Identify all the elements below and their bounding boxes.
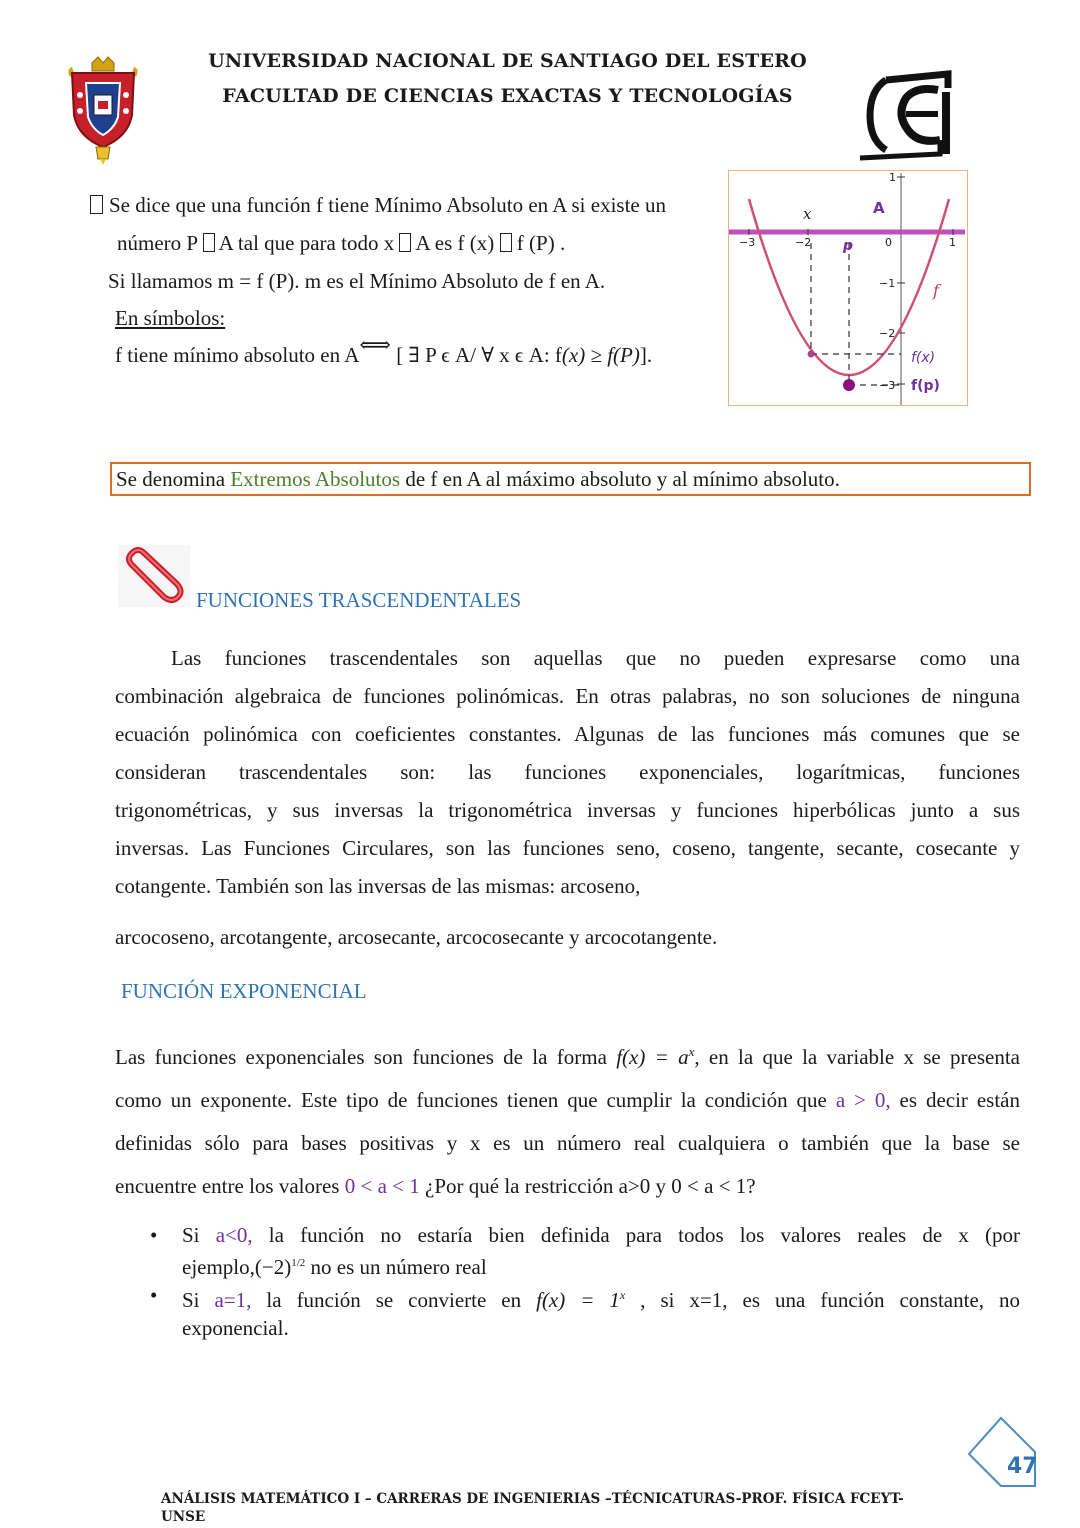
minimo-definition-line3: Si llamamos m = f (P). m es el Mínimo Absoluto de f en A. — [108, 269, 606, 293]
missing-glyph-box — [90, 195, 103, 214]
tick-label-y: 1 — [889, 171, 896, 184]
tick-label-y: −3 — [879, 379, 896, 392]
tick-label-y: −2 — [879, 327, 896, 340]
paragraph-line: combinación algebraica de funciones polinómicas. En otras palabras, no son soluciones de ninguna — [115, 684, 1020, 708]
graph-label-f: f — [933, 281, 939, 300]
fce-logo-icon — [856, 68, 956, 163]
paragraph-line: Las funciones exponenciales son funciones de la forma $f(x) = a^x$, en la que la variable x se presenta — [115, 1044, 1020, 1069]
extremos-absolutos-box: Se denomina Extremos Absolutos de f en A al máximo absoluto y al mínimo absoluto. — [110, 462, 1031, 496]
minimum-graph — [728, 170, 968, 406]
tick-label-x: 1 — [949, 236, 956, 249]
symbols-formula: f tiene mínimo absoluto en A⟺ [ ∃ P ϵ A/ ∀ x ϵ A: f(x) ≥ f(P)]. — [115, 336, 652, 374]
section-title-trascendentales: FUNCIONES TRASCENDENTALES — [196, 588, 522, 612]
paragraph-last-line: arcocoseno, arcotangente, arcosecante, arcocosecante y arcocotangente. — [115, 925, 718, 949]
graph-label-fp: f(p) — [911, 378, 940, 394]
list-item — [150, 1281, 1020, 1342]
graph-label-p: p — [843, 238, 854, 254]
paragraph-line: ecuación polinómica con coeficientes constantes. Algunas de las funciones más comunes que se — [115, 722, 1020, 746]
paragraph-line: encuentre entre los valores 0 < a < 1 ¿Por qué la restricción a>0 y 0 < a < 1? — [115, 1174, 756, 1198]
exponencial-paragraph — [115, 1030, 1020, 1208]
paragraph-line: como un exponente. Este tipo de funciones tienen que cumplir la condición que a > 0, es decir están — [115, 1088, 1020, 1112]
page-number: 47 — [1007, 1454, 1038, 1479]
paperclip-icon — [118, 545, 190, 607]
paragraph-line: inversas. Las Funciones Circulares, son las funciones seno, coseno, tangente, secante, cosecante y — [115, 836, 1020, 860]
tick-label-x: 0 — [885, 236, 892, 249]
tick-label-x: −2 — [795, 236, 812, 249]
bullet-line: Si a<0, la función no estaría bien definida para todos los valores reales de x (por — [182, 1223, 1021, 1247]
missing-glyph-box — [203, 233, 215, 252]
graph-label-a: A — [873, 199, 885, 217]
minimo-definition-line1: Se dice que una función f tiene Mínimo Absoluto en A si existe un — [90, 186, 666, 224]
paragraph-line: consideran trascendentales son: las funciones exponenciales, logarítmicas, funciones — [115, 760, 1020, 784]
paragraph-line: Las funciones trascendentales son aquellas que no pueden expresarse como una — [171, 646, 1020, 670]
minimum-point — [843, 379, 855, 391]
minimum-graph-svg — [729, 171, 967, 405]
list-item — [150, 1221, 1020, 1281]
extremos-highlight: Extremos Absolutos — [230, 467, 401, 491]
double-arrow-icon: ⟺ — [359, 332, 391, 357]
minimo-definition-line2: número P A tal que para todo x A es f (x) f (P) . — [117, 231, 566, 255]
bullet-line: $ejemplo,(-2)^{1/2}$ no es un número real — [182, 1255, 487, 1279]
bullet-line: Si a=1, la función se convierte en $f(x) = 1^x$ , si x=1, es una función constante, no — [182, 1288, 1021, 1312]
bullet-icon: • — [150, 1223, 158, 1247]
bullet-line: exponencial. — [182, 1316, 289, 1340]
missing-glyph-box — [500, 233, 512, 252]
bullet-icon: • — [150, 1283, 158, 1307]
trascendentales-paragraph — [115, 639, 1020, 905]
tick-label-x: −3 — [739, 236, 756, 249]
symbols-label: En símbolos: — [115, 306, 226, 330]
paragraph-line: cotangente. También son las inversas de las mismas: arcoseno, — [115, 874, 641, 898]
faculty-logo — [856, 68, 956, 163]
paragraph-line: definidas sólo para bases positivas y x es un número real cualquiera o también que la base se — [115, 1131, 1020, 1155]
footer-line1: ANÁLISIS MATEMÁTICO I – CARRERAS DE INGENIERIAS –TÉCNICATURAS-PROF. FÍSICA FCEYT- — [161, 1491, 904, 1507]
page-number-badge — [965, 1414, 1039, 1490]
condition-a-positive: a > 0, — [835, 1088, 891, 1112]
faculty-name: FACULTAD DE CIENCIAS EXACTAS Y TECNOLOGÍAS — [222, 85, 793, 107]
missing-glyph-box — [399, 233, 411, 252]
graph-label-x: x — [803, 205, 812, 223]
tick-label-y: −1 — [879, 277, 896, 290]
section-title-exponencial: FUNCIÓN EXPONENCIAL — [121, 979, 367, 1003]
footer-line2: UNSE — [161, 1509, 206, 1525]
paragraph-line: trigonométricas, y sus inversas la trigonométrica inversas y funciones hiperbólicas junto a sus — [115, 798, 1020, 822]
condition-a-between: 0 < a < 1 — [344, 1174, 420, 1198]
university-name: UNIVERSIDAD NACIONAL DE SANTIAGO DEL ESTERO — [208, 50, 807, 72]
graph-label-fx: f(x) — [911, 350, 936, 366]
